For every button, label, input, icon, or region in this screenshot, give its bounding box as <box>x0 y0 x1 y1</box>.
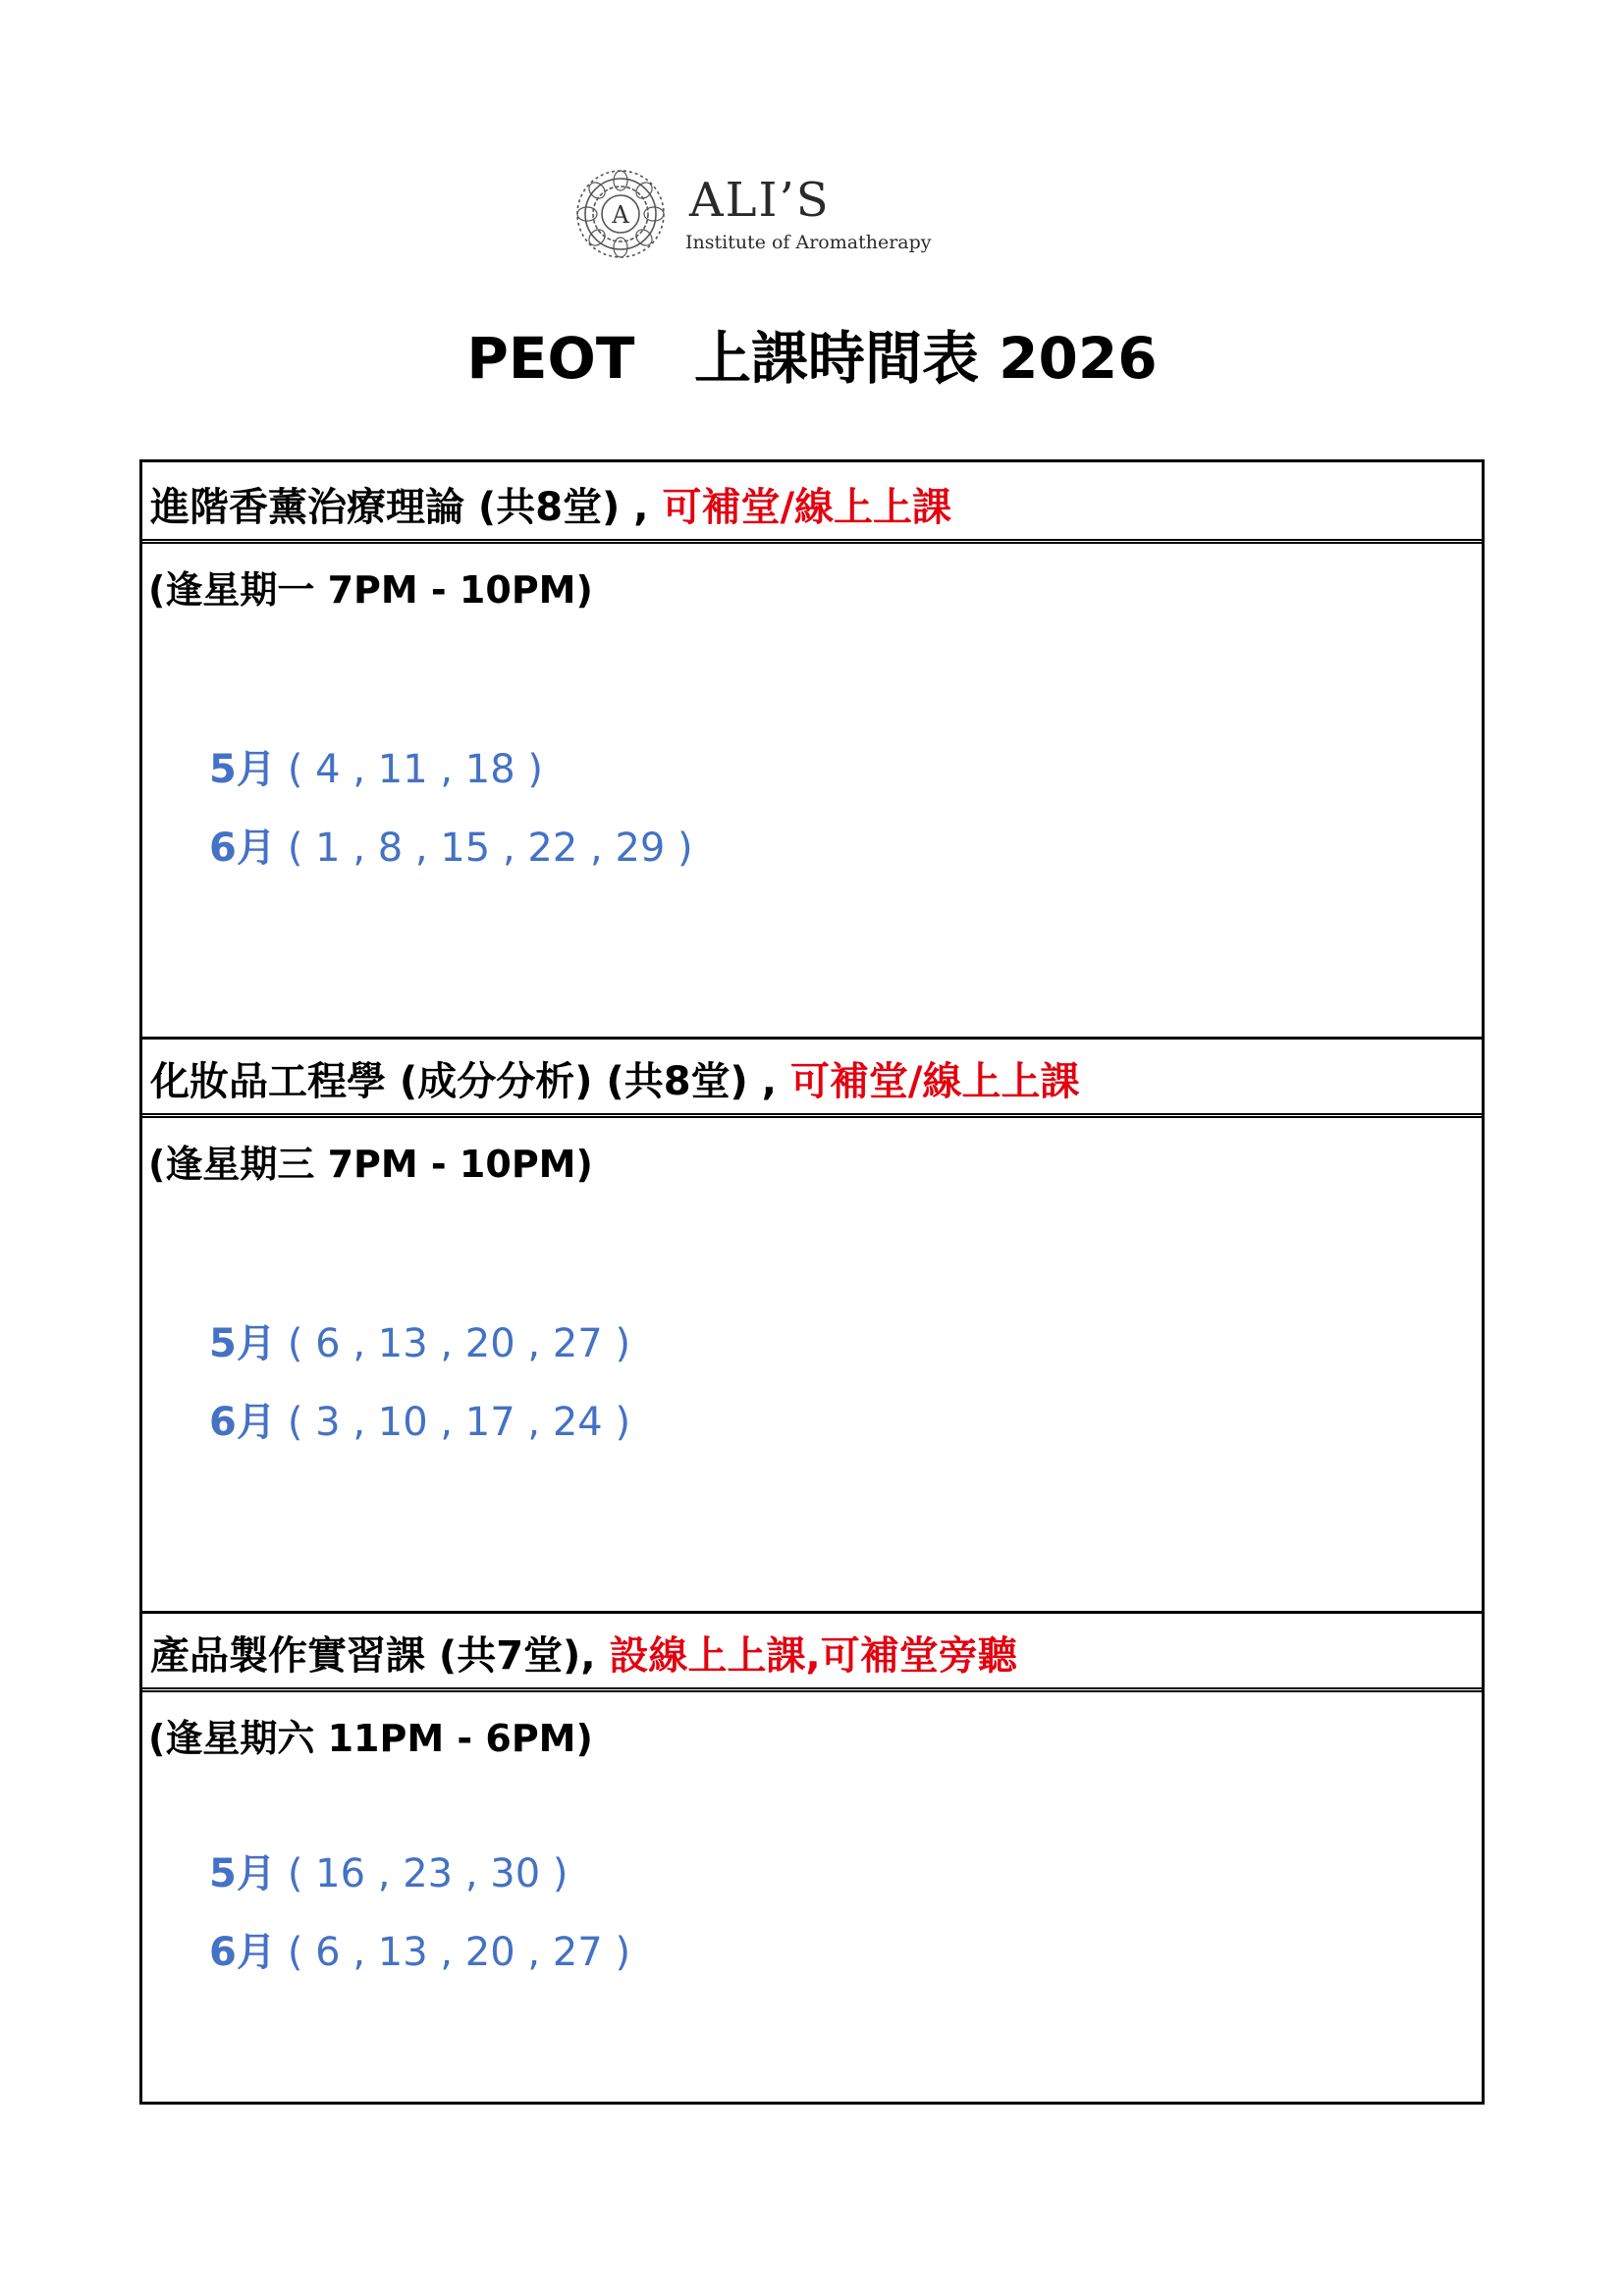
course-note: 設線上上課,可補堂旁聽 <box>609 1633 1017 1679</box>
schedule-day-time: (逢星期一 7PM - 10PM) <box>148 568 593 612</box>
month-label: 6月 <box>209 1930 276 1975</box>
course-schedule-cell <box>142 1118 1482 1614</box>
month-label: 6月 <box>209 1400 276 1445</box>
date-list: ( 6 , 13 , 20 , 27 ) <box>287 1321 631 1366</box>
date-list: ( 6 , 13 , 20 , 27 ) <box>287 1930 631 1975</box>
month-label: 5月 <box>209 747 276 792</box>
month-label: 5月 <box>209 1321 276 1366</box>
page-title: PEOT 上課時間表 2026 <box>466 325 1158 392</box>
month-dates <box>209 1391 630 1447</box>
course-name: 產品製作實習課 (共7堂), <box>150 1633 596 1679</box>
schedule-day-time: (逢星期六 11PM - 6PM) <box>148 1717 593 1760</box>
date-list: ( 16 , 23 , 30 ) <box>287 1851 568 1896</box>
logo-subtitle: Institute of Aromatherapy <box>685 232 932 253</box>
course-schedule-cell <box>142 1692 1482 2102</box>
month-dates <box>209 1921 630 1977</box>
course-section <box>142 462 1482 1037</box>
course-note: 可補堂/線上上課 <box>662 485 952 530</box>
course-schedule-cell <box>142 544 1482 1040</box>
logo-badge-letter: A <box>612 201 629 229</box>
institute-logo <box>564 167 976 265</box>
schedule-day-time: (逢星期三 7PM - 10PM) <box>148 1143 593 1186</box>
mandala-logo-icon <box>564 167 677 261</box>
course-header <box>142 462 1482 544</box>
course-header <box>142 1037 1482 1118</box>
course-note: 可補堂/線上上課 <box>789 1059 1080 1104</box>
month-dates <box>209 1842 568 1898</box>
month-dates <box>209 738 543 794</box>
date-list: ( 1 , 8 , 15 , 22 , 29 ) <box>287 826 693 871</box>
course-name: 進階香薰治療理論 (共8堂) , <box>150 485 649 530</box>
schedule-table <box>139 459 1485 2105</box>
month-label: 5月 <box>209 1851 276 1896</box>
course-header <box>142 1611 1482 1692</box>
course-section <box>142 1611 1482 2102</box>
month-dates <box>209 1312 630 1368</box>
date-list: ( 4 , 11 , 18 ) <box>287 747 544 792</box>
course-section <box>142 1037 1482 1611</box>
logo-name: ALI’S <box>689 173 831 228</box>
course-name: 化妝品工程學 (成分分析) (共8堂) , <box>150 1059 777 1104</box>
date-list: ( 3 , 10 , 17 , 24 ) <box>287 1400 631 1445</box>
month-dates <box>209 817 693 873</box>
month-label: 6月 <box>209 826 276 871</box>
